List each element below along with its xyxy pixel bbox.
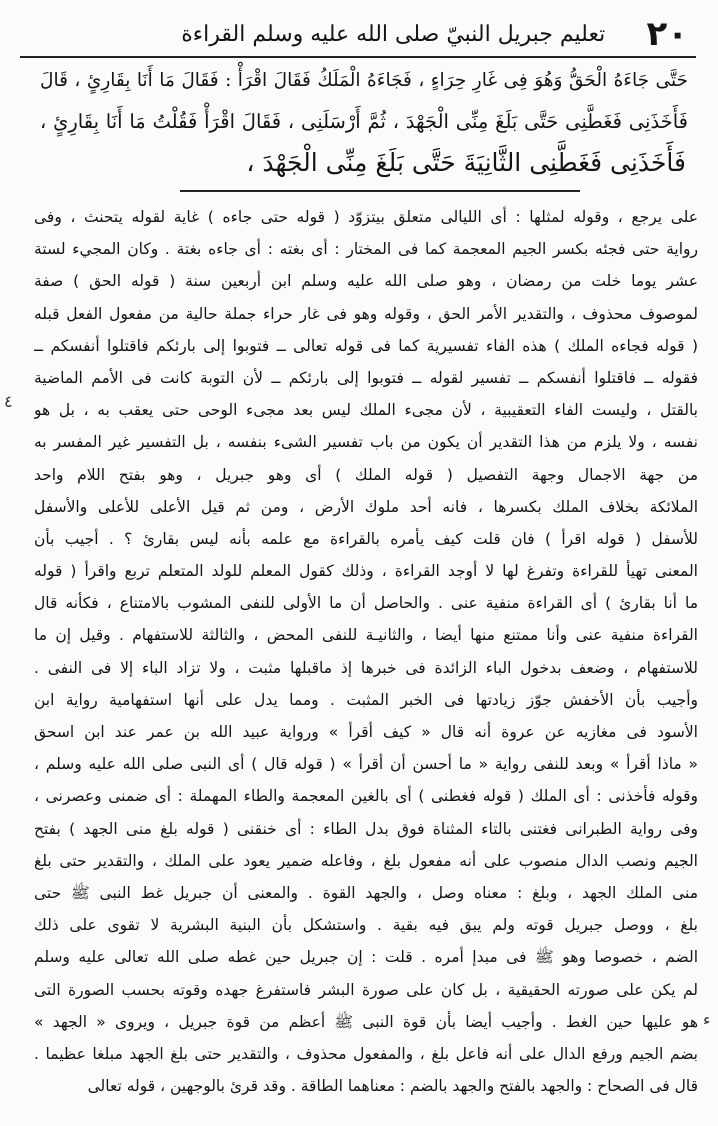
commentary-line: بضم الجيم ورفع الدال على أنه فاعل بلغ ، والمفعول محذوف ، والتقدير حتى بلغ الجهد مبلغا عظيما . bbox=[34, 1044, 698, 1063]
commentary-line: بلغ ، ووصل جبريل قوته ولم يبق فيه بقية . واستشكل بأن البنية البشرية لا تقوى على ذلك bbox=[34, 916, 698, 935]
commentary-line: الضم ، خصوصا وهو ﷺ فى مبدإ أمره . قلت : إن جبريل حين غطه صلى الله تعالى عليه وسلم bbox=[34, 948, 698, 967]
commentary-line: لم يكن على صورته الحقيقية ، بل كان على صورة البشر فاستفرغ جهده وقوته بحسب الصورة التى bbox=[34, 980, 698, 999]
commentary-line: رواية حتى فجئه بكسر الجيم المعجمة كما فى المختار : أى بغته : أى جاءه بغتة . وكان المجيء لستة bbox=[34, 240, 698, 259]
commentary-line: منى الملك الجهد ، وبلغ : معناه وصل ، والجهد القوة . والمعنى أن جبريل غط النبى ﷺ حتى bbox=[34, 883, 698, 902]
commentary-text bbox=[34, 201, 698, 1102]
commentary-line: للاستفهام ، وضعف بدخول الباء الزائدة فى خبرها إذ ماقبلها مثبت ، ولا تزاد الباء إلا فى النفى . bbox=[34, 658, 698, 677]
commentary-line: الجيم ونصب الدال منصوب على أنه مفعول بلغ ، وفاعله ضمير يعود على الملك ، والتقدير حتى بلغ bbox=[34, 851, 698, 870]
hadith-line: فَأَخَذَنِى فَغَطَّنِى الثَّانِيَةَ حَتَّى بَلَغَ مِنِّى الْجَهْدَ ، bbox=[246, 148, 686, 177]
commentary-line: ( قوله فجاءه الملك ) هذه الفاء تفسيرية كما فى قوله تعالى ــ فتوبوا إلى بارئكم فاقتلوا أنفسكم ــ bbox=[34, 336, 698, 355]
commentary-line: هو عليها حين الغط . وأجيب أيضا بأن قوة النبى ﷺ أعظم من قوة جبريل ، ويروى « الجهد » bbox=[34, 1012, 698, 1031]
section-divider bbox=[180, 190, 580, 192]
hadith-line: حَتَّى جَاءَهُ الْحَقُّ وَهُوَ فِى غَارِ حِرَاءٍ ، فَجَاءَهُ الْمَلَكُ فَقَالَ اقْرَأْ : فَقَالَ مَا أَنَا بِقَارِئٍ ، قَالَ bbox=[40, 70, 688, 91]
commentary-line: قال فى الصحاح : والجهد بالفتح والجهد بالضم : معناهما الطاقة . وقد قرئ بالوجهين ، قوله تعالى bbox=[87, 1077, 698, 1096]
commentary-line: وأجيب بأن الأخفش جوّز زيادتها فى الخبر المثبت . ومما يدل على أنها استفهامية رواية ابن bbox=[34, 690, 698, 709]
commentary-line: ما أنا بقارئ ) أى القراءة منفية عنى . والحاصل أن ما الأولى للنفى المشوب بالامتناع ، فكأنه قال bbox=[34, 594, 698, 613]
commentary-line: نفسه ، ولا يلزم من هذا التقدير أن يكون من باب تفسير الشىء بنفسه ، بل التفسير غير المفسر به bbox=[34, 433, 698, 452]
commentary-line: لموصوف محذوف ، والتقدير الأمر الحق ، وقوله وهو فى غار حراء جملة حالية من مفعول الفعل قبله bbox=[34, 304, 698, 323]
running-title: تعليم جبريل النبيّ صلى الله عليه وسلم القراءة bbox=[181, 21, 606, 47]
commentary-line: وقوله فأخذنى : أى الملك ( قوله فغطنى ) أى بالغين المعجمة والطاء المهملة : أى ضمنى وعصرنى ، bbox=[34, 787, 698, 806]
margin-mark: ء bbox=[703, 1010, 711, 1029]
page-number: ٢٠ bbox=[646, 14, 688, 54]
page-header bbox=[20, 14, 696, 54]
commentary-line: على يرجع ، وقوله لمثلها : أى الليالى متعلق بيتزوّد ( قوله حتى جاءه ) غاية لقوله يتحنث ، وفى bbox=[34, 208, 698, 226]
commentary-line: عشر يوما خلت من رمضان ، وهو صلى الله عليه وسلم ابن أربعين سنة ( قوله الحق ) صفة bbox=[34, 272, 698, 291]
commentary-line: وفى رواية الطبرانى فغتنى بالتاء المثناة فوق بدل الطاء : أى خنقنى ( قوله بلغ منى الجهد ) بفتح bbox=[34, 819, 698, 838]
commentary-line: بالقتل ، وليست الفاء التعقيبية ، لأن مجىء الملك ليس بعد مجىء الوحى حتى يعقب به ، بل هو bbox=[34, 401, 698, 420]
commentary-line: من جهة الاجمال وجهة التفصيل ( قوله الملك ) أى وهو جبريل ، وهو بفتح اللام واحد bbox=[34, 465, 698, 484]
commentary-line: « ماذا أقرأ » وبعد للنفى رواية « ما أحسن أن أقرأ » ( قوله قال ) أى النبى صلى الله عليه وسلم ، bbox=[34, 755, 698, 774]
commentary-line: القراءة منفية عنى وأنا ممتنع منها أيضا ، والثانيـة للنفى المحض ، والثالثة للاستفهام . وقيل إن ما bbox=[34, 626, 698, 645]
commentary-line: للأسفل ( قوله اقرأ ) فان قلت كيف يأمره بالقراءة مع علمه بأنه ليس بقارئ ؟ . أجيب بأن bbox=[34, 529, 698, 548]
commentary-line: فقوله ــ فاقتلوا أنفسكم ــ تفسير لقوله ــ فتوبوا إلى بارئكم ــ لأن التوبة كانت فى الأمم الماضية bbox=[34, 368, 698, 387]
margin-mark: ٤ bbox=[4, 392, 13, 411]
hadith-text bbox=[40, 60, 688, 183]
commentary-line: الملائكة بخلاف الملك بكسرها ، فانه أحد ملوك الأرض ، ومن ثم قيل الأعلى للأعلى والأسفل bbox=[34, 497, 698, 516]
hadith-line: فَأَخَذَنِى فَغَطَّنِى حَتَّى بَلَغَ مِنِّى الْجَهْدَ ، ثُمَّ أَرْسَلَنِى ، فَقَالَ اقْرَأْ فَقُلْتُ مَا أَنَا بِقَارِئٍ ، bbox=[40, 110, 688, 133]
commentary-line: المعنى تهيأ للقراءة وتفرغ لها لا أوجد القراءة ، وذلك كقول المعلم للولد المتعلم تربع واقرأ ( قوله bbox=[34, 562, 698, 581]
header-divider bbox=[20, 56, 696, 58]
commentary-line: الأسود فى مغازيه عن عروة أنه قال « كيف أقرأ » ورواية عبيد الله بن عمر عند ابن اسحق bbox=[34, 723, 698, 741]
